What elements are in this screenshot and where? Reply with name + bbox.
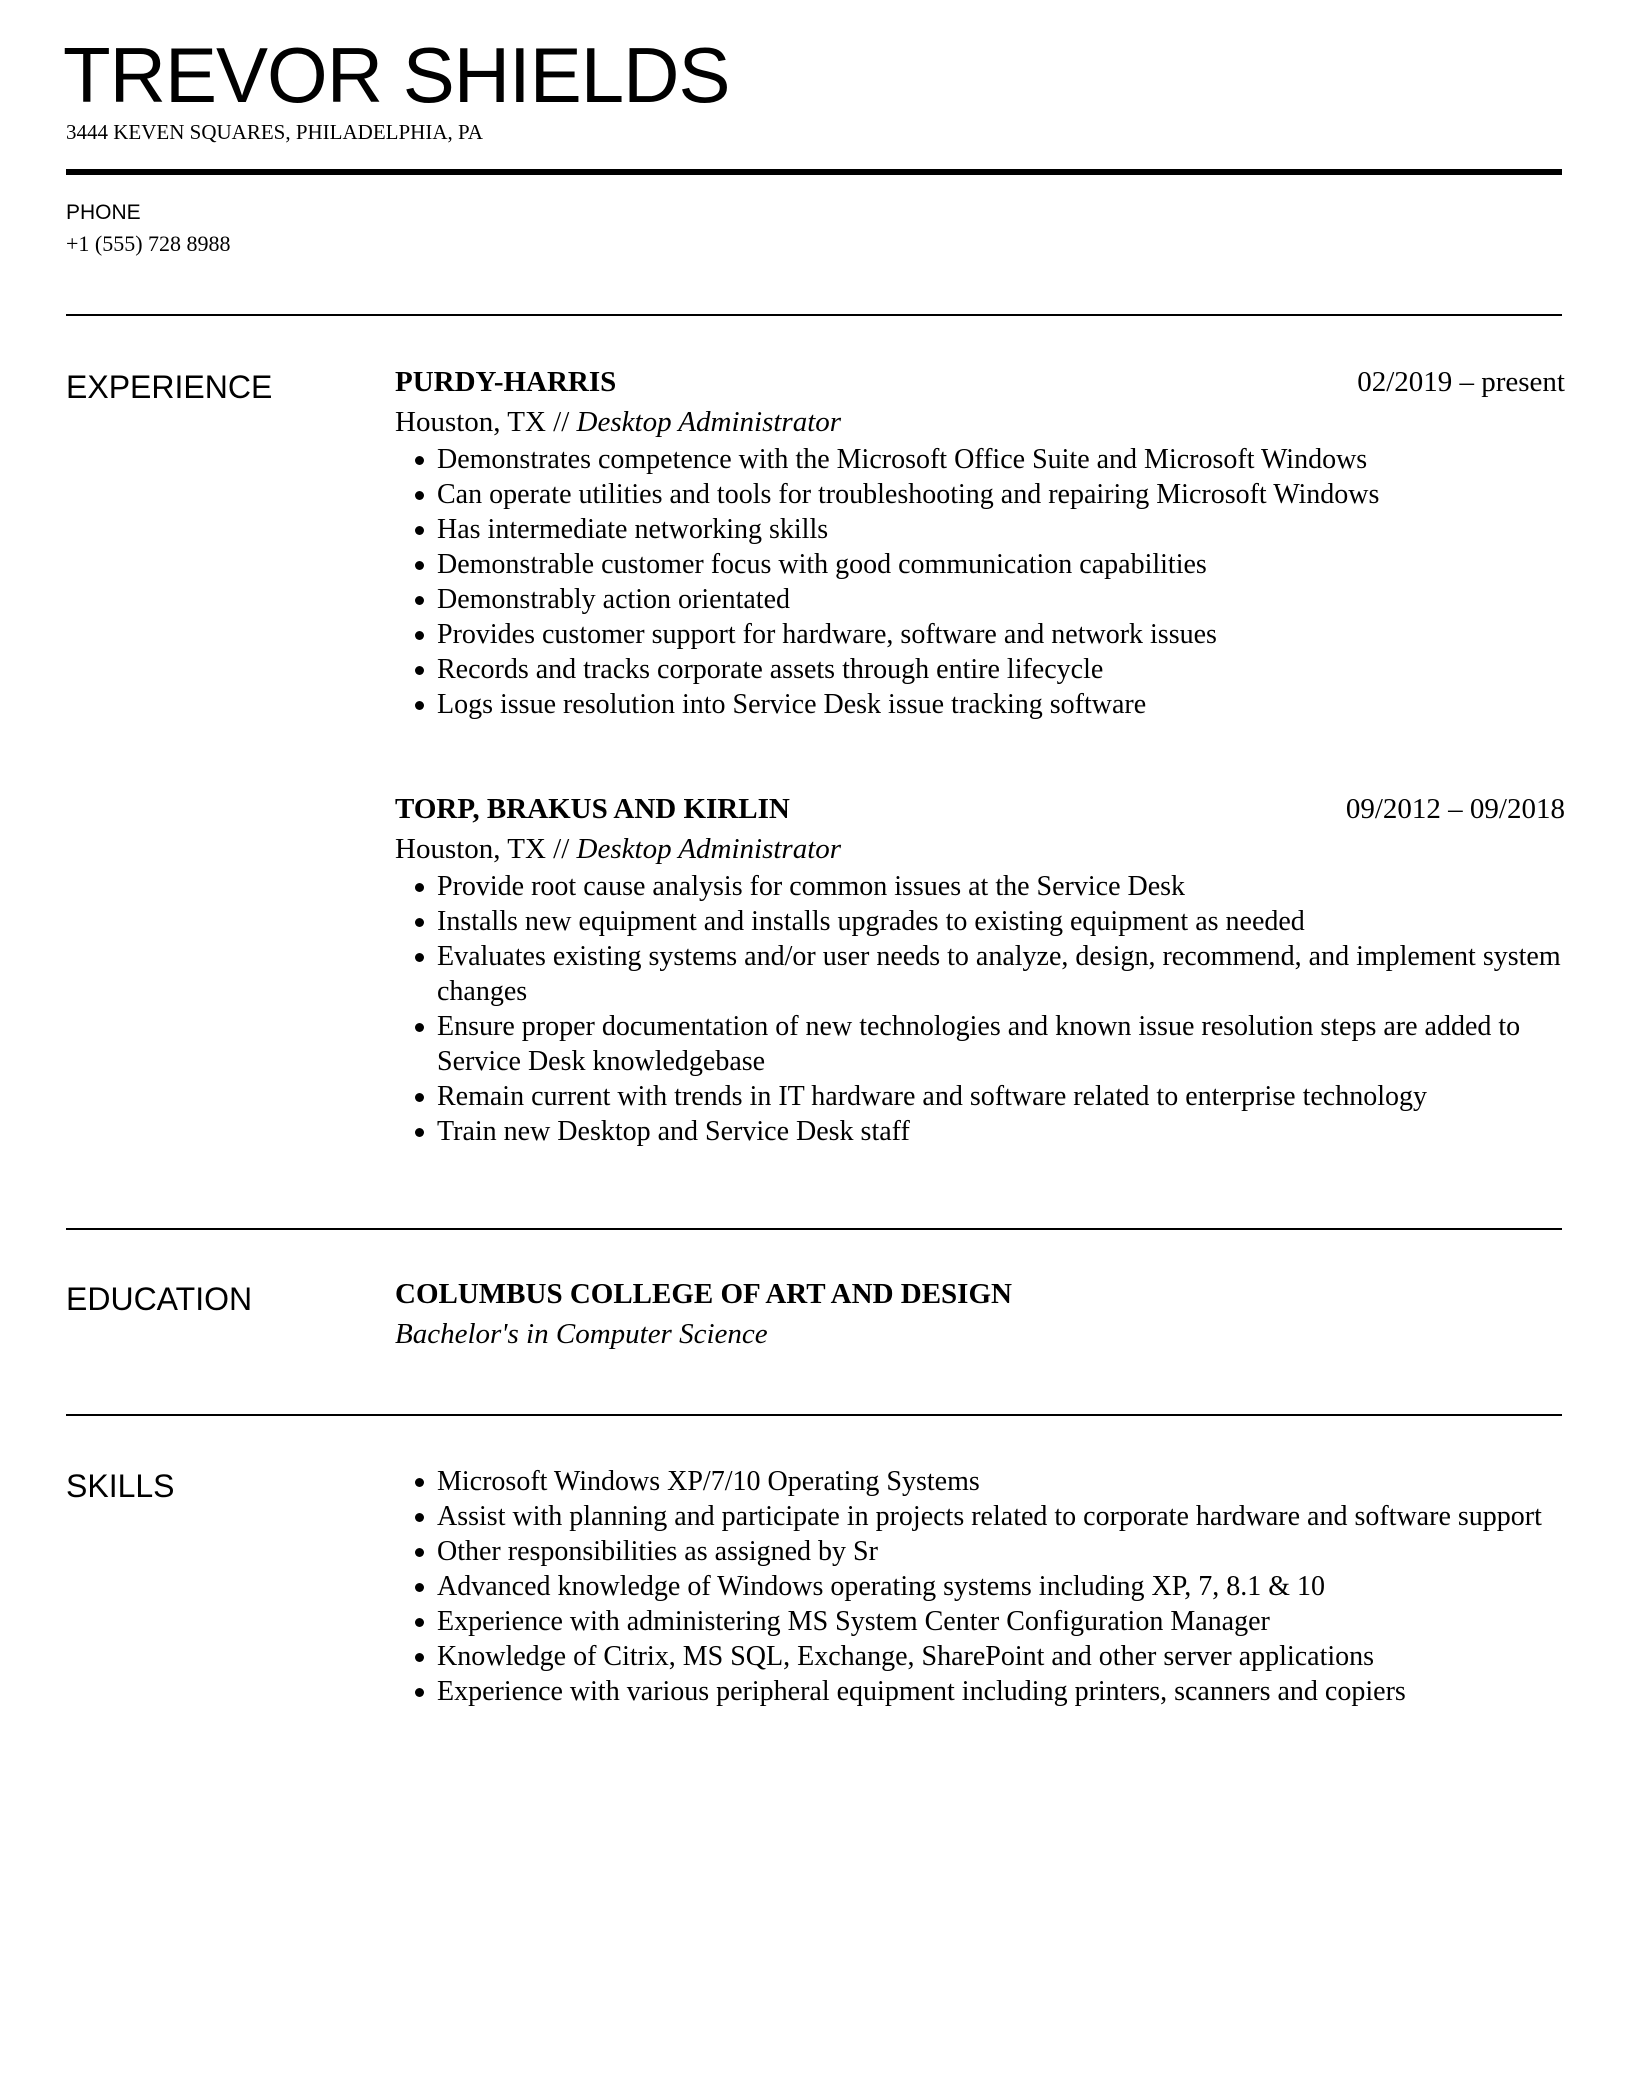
bullet-icon	[415, 1093, 424, 1102]
bullet-item	[395, 1499, 1565, 1534]
bullet-icon	[415, 1513, 424, 1522]
job-header	[395, 789, 1565, 829]
experience-heading: EXPERIENCE	[66, 369, 273, 405]
phone-label: PHONE	[66, 201, 141, 224]
bullet-item	[395, 1639, 1565, 1674]
bullet-text: Has intermediate networking skills	[437, 514, 829, 545]
bullet-item	[395, 477, 1565, 512]
bullet-item	[395, 1674, 1565, 1709]
bullet-icon	[415, 1583, 424, 1592]
bullet-text: Evaluates existing systems and/or user needs to analyze, design, recommend, and implement system changes	[437, 941, 1561, 1007]
skills-entry	[395, 1464, 1565, 1709]
section-divider	[66, 1414, 1562, 1416]
education-entry	[395, 1274, 1565, 1354]
bullet-icon	[415, 701, 424, 710]
phone-value: +1 (555) 728 8988	[66, 231, 231, 256]
bullet-item	[395, 547, 1565, 582]
bullet-text: Experience with various peripheral equipment including printers, scanners and copiers	[437, 1676, 1406, 1707]
bullet-text: Other responsibilities as assigned by Sr	[437, 1536, 878, 1567]
candidate-address: 3444 KEVEN SQUARES, PHILADELPHIA, PA	[66, 120, 483, 144]
bullet-icon	[415, 918, 424, 927]
bullet-item	[395, 939, 1565, 1009]
bullet-item	[395, 652, 1565, 687]
bullet-icon	[415, 491, 424, 500]
bullet-item	[395, 1464, 1565, 1499]
job-location-title	[395, 402, 1565, 442]
bullet-item	[395, 904, 1565, 939]
job-location-title	[395, 829, 1565, 869]
bullet-text: Ensure proper documentation of new technologies and known issue resolution steps are added to Service Desk knowledgebase	[437, 1011, 1521, 1077]
bullet-text: Provides customer support for hardware, software and network issues	[437, 619, 1217, 650]
bullet-text: Knowledge of Citrix, MS SQL, Exchange, SharePoint and other server applications	[437, 1641, 1375, 1672]
bullet-text: Advanced knowledge of Windows operating systems including XP, 7, 8.1 & 10	[437, 1571, 1326, 1602]
bullet-item	[395, 1534, 1565, 1569]
bullet-item	[395, 1604, 1565, 1639]
job-dates: 02/2019 – present	[1357, 366, 1565, 398]
job-dates: 09/2012 – 09/2018	[1345, 793, 1565, 825]
section-divider	[66, 314, 1562, 316]
bullet-icon	[415, 1688, 424, 1697]
bullet-icon	[415, 1618, 424, 1627]
bullet-icon	[415, 631, 424, 640]
skills-heading: SKILLS	[66, 1468, 175, 1504]
bullet-icon	[415, 456, 424, 465]
bullet-item	[395, 617, 1565, 652]
bullet-text: Remain current with trends in IT hardware and software related to enterprise technology	[437, 1081, 1428, 1112]
education-heading: EDUCATION	[66, 1281, 253, 1317]
bullet-item	[395, 869, 1565, 904]
bullet-text: Microsoft Windows XP/7/10 Operating Systems	[437, 1466, 980, 1497]
candidate-name: TREVOR SHIELDS	[63, 31, 730, 119]
bullet-icon	[415, 953, 424, 962]
section-divider	[66, 1228, 1562, 1230]
bullet-text: Assist with planning and participate in projects related to corporate hardware and software support	[437, 1501, 1542, 1532]
job-location: Houston, TX	[395, 833, 546, 865]
bullet-text: Records and tracks corporate assets through entire lifecycle	[437, 654, 1104, 685]
bullet-text: Train new Desktop and Service Desk staff	[437, 1116, 910, 1147]
degree: Bachelor's in Computer Science	[395, 1318, 768, 1350]
job-entry	[395, 789, 1565, 1149]
bullet-text: Can operate utilities and tools for troubleshooting and repairing Microsoft Windows	[437, 479, 1380, 510]
bullet-text: Demonstrable customer focus with good communication capabilities	[437, 549, 1207, 580]
job-title: Desktop Administrator	[576, 406, 842, 438]
bullet-item	[395, 687, 1565, 722]
bullet-icon	[415, 883, 424, 892]
bullet-item	[395, 1569, 1565, 1604]
bullet-item	[395, 1009, 1565, 1079]
job-company: TORP, BRAKUS AND KIRLIN	[395, 793, 790, 825]
bullet-item	[395, 1114, 1565, 1149]
bullet-item	[395, 1079, 1565, 1114]
bullet-item	[395, 512, 1565, 547]
school-name: COLUMBUS COLLEGE OF ART AND DESIGN	[395, 1278, 1012, 1310]
bullet-text: Experience with administering MS System Center Configuration Manager	[437, 1606, 1270, 1637]
bullet-icon	[415, 666, 424, 675]
job-title: Desktop Administrator	[576, 833, 842, 865]
bullet-text: Demonstrably action orientated	[437, 584, 790, 615]
bullet-icon	[415, 1548, 424, 1557]
job-company: PURDY-HARRIS	[395, 366, 617, 398]
job-entry	[395, 362, 1565, 722]
bullet-text: Provide root cause analysis for common issues at the Service Desk	[437, 871, 1186, 902]
bullet-icon	[415, 1653, 424, 1662]
job-separator: //	[545, 833, 577, 865]
job-location: Houston, TX	[395, 406, 546, 438]
skills-list	[395, 1464, 1565, 1709]
job-separator: //	[545, 406, 577, 438]
bullet-icon	[415, 1478, 424, 1487]
bullet-text: Demonstrates competence with the Microsoft Office Suite and Microsoft Windows	[437, 444, 1368, 475]
bullet-icon	[415, 526, 424, 535]
bullet-item	[395, 582, 1565, 617]
bullet-icon	[415, 1023, 424, 1032]
job-header	[395, 362, 1565, 402]
bullet-icon	[415, 596, 424, 605]
bullet-icon	[415, 561, 424, 570]
bullet-icon	[415, 1128, 424, 1137]
job-bullets	[395, 869, 1565, 1149]
header-divider	[66, 169, 1562, 175]
bullet-text: Installs new equipment and installs upgrades to existing equipment as needed	[437, 906, 1305, 937]
bullet-item	[395, 442, 1565, 477]
bullet-text: Logs issue resolution into Service Desk issue tracking software	[437, 689, 1147, 720]
job-bullets	[395, 442, 1565, 722]
